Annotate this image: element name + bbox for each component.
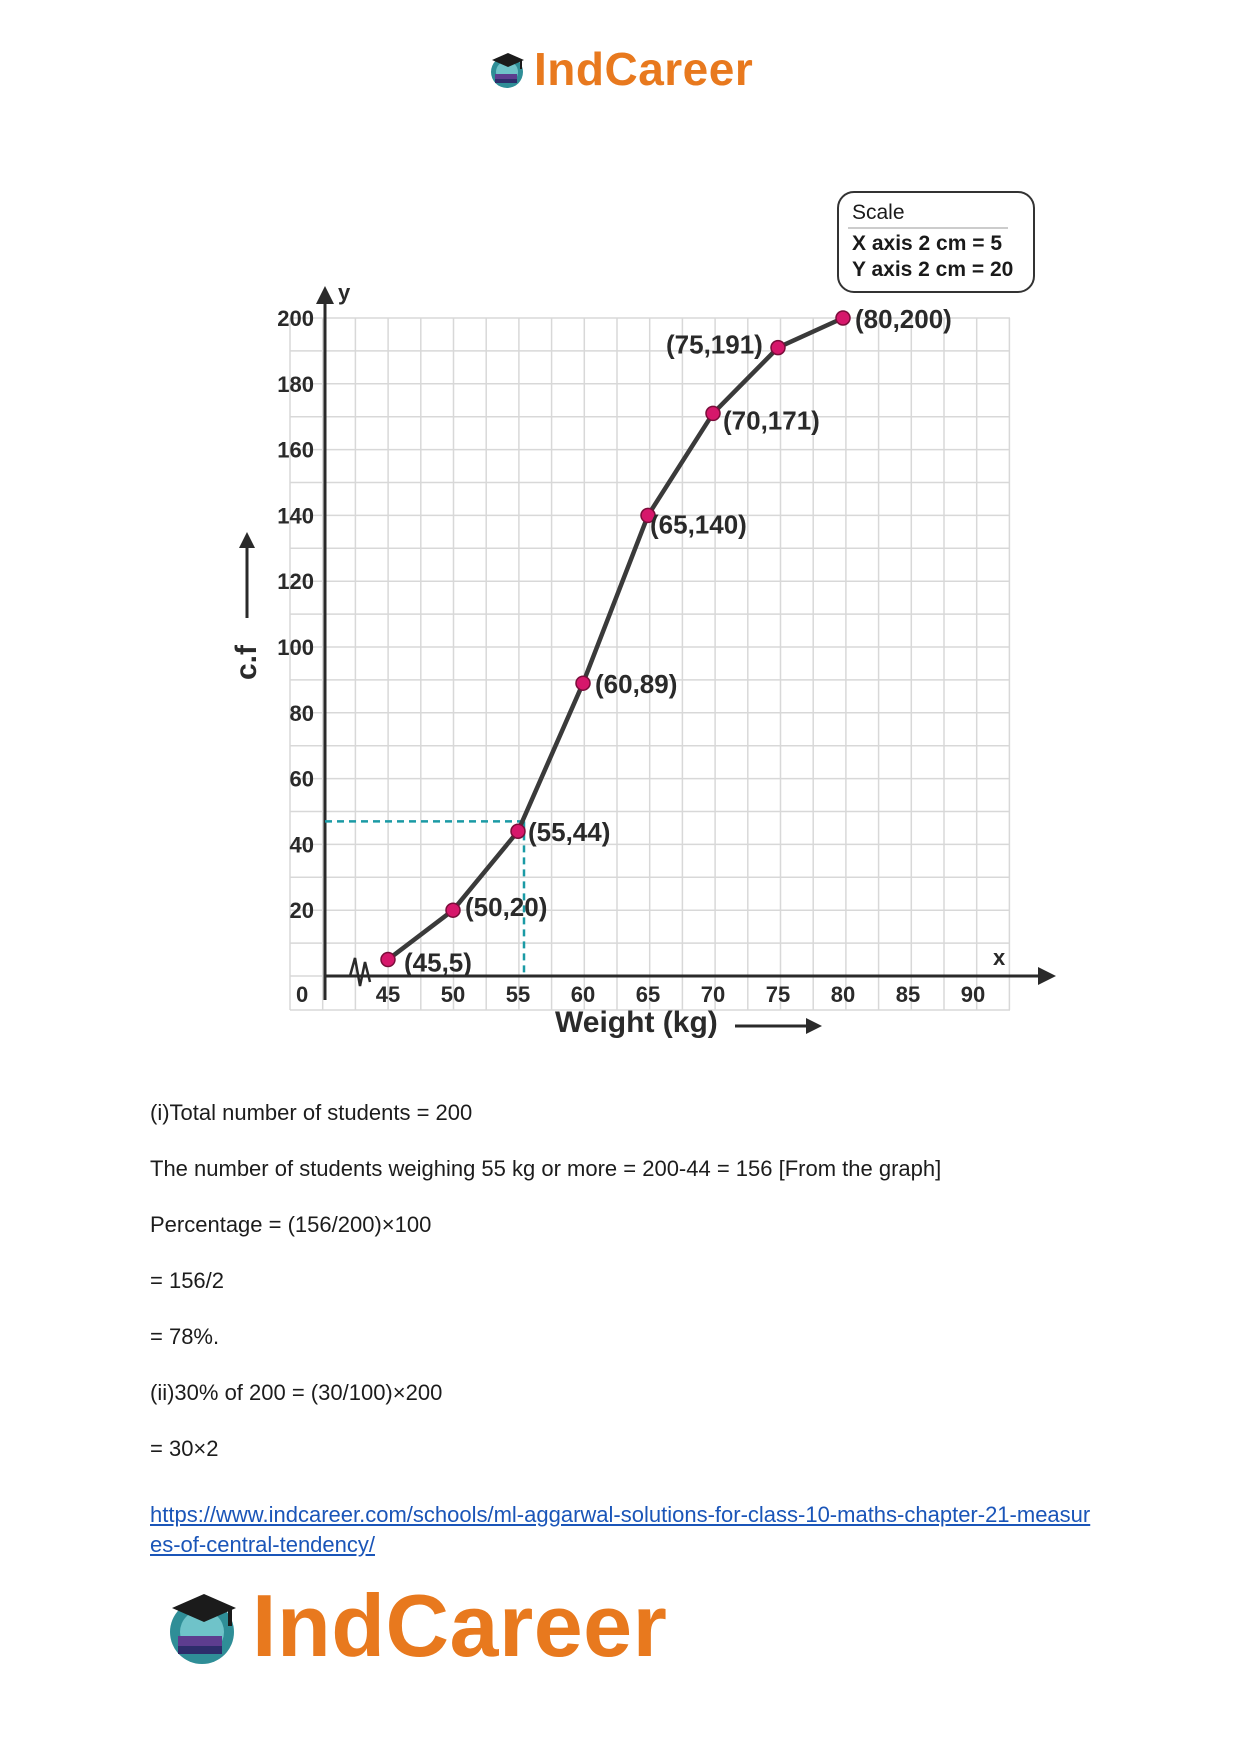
solution-line-7: = 30×2 xyxy=(150,1436,219,1461)
data-point xyxy=(836,311,850,325)
point-label: (50,20) xyxy=(465,892,548,923)
solution-line-1: (i)Total number of students = 200 xyxy=(150,1100,473,1125)
x-axis-title-arrow xyxy=(735,1018,822,1034)
point-label: (60,89) xyxy=(595,669,678,700)
x-tick-label: 80 xyxy=(830,982,856,1007)
scale-title: Scale xyxy=(852,201,905,224)
origin-label: 0 xyxy=(296,982,309,1007)
data-point xyxy=(381,953,395,967)
x-tick-label: 50 xyxy=(440,982,466,1007)
y-axis-letter: y xyxy=(338,280,351,305)
y-axis-arrowhead xyxy=(316,286,334,304)
x-tick-label: 70 xyxy=(700,982,726,1007)
chart-axes xyxy=(296,280,1056,1007)
y-tick-label: 180 xyxy=(277,371,314,397)
brand-name: IndCareer xyxy=(252,1576,668,1675)
data-point xyxy=(771,341,785,355)
scale-x-line: X axis 2 cm = 5 xyxy=(852,232,1003,255)
y-tick-label: 200 xyxy=(277,306,314,331)
solution-line-4: = 156/2 xyxy=(150,1268,225,1293)
data-point xyxy=(706,406,720,420)
y-axis-title: c.f xyxy=(230,644,263,680)
scale-y-line: Y axis 2 cm = 20 xyxy=(852,258,1014,281)
point-label: (75,191) xyxy=(666,329,763,360)
axis-break-mark xyxy=(350,958,370,986)
x-tick-label: 85 xyxy=(895,982,921,1007)
solution-line-2: The number of students weighing 55 kg or more = 200-44 = 156 [From the graph] xyxy=(150,1156,942,1181)
source-link[interactable]: https://www.indcareer.com/schools/ml-aggarwal-solutions-for-class-10-maths-chapter-21-measures-of-central-tendency/ xyxy=(150,1502,1091,1557)
y-axis-title-arrow xyxy=(239,532,255,618)
y-tick-label: 80 xyxy=(289,700,314,726)
x-tick-label: 90 xyxy=(960,982,986,1007)
graduation-cap-icon xyxy=(160,1584,244,1668)
point-label: (55,44) xyxy=(528,817,611,848)
y-tick-label: 20 xyxy=(289,898,314,924)
data-point xyxy=(511,824,525,838)
x-tick-labels xyxy=(376,982,985,1007)
x-tick-label: 55 xyxy=(505,982,531,1007)
y-tick-label: 40 xyxy=(289,832,314,858)
point-label: (65,140) xyxy=(650,509,747,540)
solution-line-6: (ii)30% of 200 = (30/100)×200 xyxy=(150,1380,443,1405)
x-tick-label: 65 xyxy=(635,982,661,1007)
data-point xyxy=(446,903,460,917)
solution-line-5: = 78%. xyxy=(150,1324,220,1349)
x-axis-title: Weight (kg) xyxy=(555,1006,718,1039)
point-label: (45,5) xyxy=(404,947,472,978)
y-tick-label: 160 xyxy=(277,437,314,463)
chart-grid xyxy=(290,318,1010,1010)
point-label: (70,171) xyxy=(723,405,820,436)
footer-logo xyxy=(160,1575,667,1677)
y-tick-label: 140 xyxy=(277,503,314,529)
x-tick-label: 45 xyxy=(375,982,401,1007)
x-tick-label: 75 xyxy=(765,982,791,1007)
solution-text xyxy=(150,1100,1110,1492)
y-tick-label: 120 xyxy=(277,569,314,595)
x-tick-label: 60 xyxy=(570,982,596,1007)
scale-box xyxy=(838,192,1034,292)
solution-line-3: Percentage = (156/200)×100 xyxy=(150,1212,432,1237)
data-point xyxy=(576,676,590,690)
point-label: (80,200) xyxy=(855,304,952,334)
brand-name: IndCareer xyxy=(534,43,754,95)
y-tick-label: 100 xyxy=(277,635,314,660)
y-tick-label: 60 xyxy=(289,766,314,792)
x-axis-arrowhead xyxy=(1038,967,1056,985)
x-axis-letter: x xyxy=(993,945,1006,970)
